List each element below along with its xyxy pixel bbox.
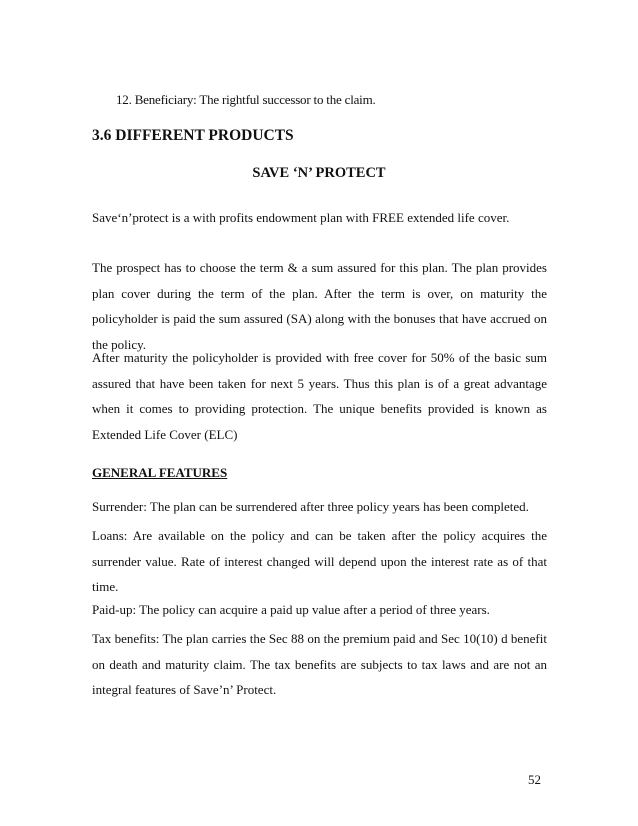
section-heading: 3.6 DIFFERENT PRODUCTS	[92, 127, 294, 144]
feature-paragraph: Tax benefits: The plan carries the Sec 88 on the premium paid and Sec 10(10) d benefit on death and maturity claim. The tax benefits are subjects to tax laws and are not an integral features of Save’n’ Protect.	[92, 631, 547, 697]
feature-paragraph: Surrender: The plan can be surrendered after three policy years has been completed.	[92, 499, 529, 514]
page-number: 52	[528, 772, 541, 787]
intro-paragraph: Save‘n’protect is a with profits endowment plan with FREE extended life cover.	[92, 210, 510, 225]
beneficiary-list-item: 12. Beneficiary: The rightful successor to the claim.	[116, 92, 376, 107]
feature-paragraph: Loans: Are available on the policy and can be taken after the policy acquires the surrender value. Rate of interest changed will depend upon the interest rate as of that time.	[92, 528, 547, 594]
general-features-heading: GENERAL FEATURES	[92, 465, 228, 480]
product-title: SAVE ‘N’ PROTECT	[252, 165, 386, 181]
intro-paragraph: After maturity the policyholder is provided with free cover for 50% of the basic sum assured that have been taken for next 5 years. Thus this plan is of a great advantage when it comes to providing protection. The unique benefits provided is known as Extended Life Cover (ELC)	[92, 350, 547, 442]
feature-paragraph: Paid-up: The policy can acquire a paid up value after a period of three years.	[92, 602, 490, 617]
intro-paragraph: The prospect has to choose the term & a sum assured for this plan. The plan provides plan cover during the term of the plan. After the term is over, on maturity the policyholder is paid the sum assured (SA) along with the bonuses that have accrued on the policy.	[92, 260, 547, 352]
